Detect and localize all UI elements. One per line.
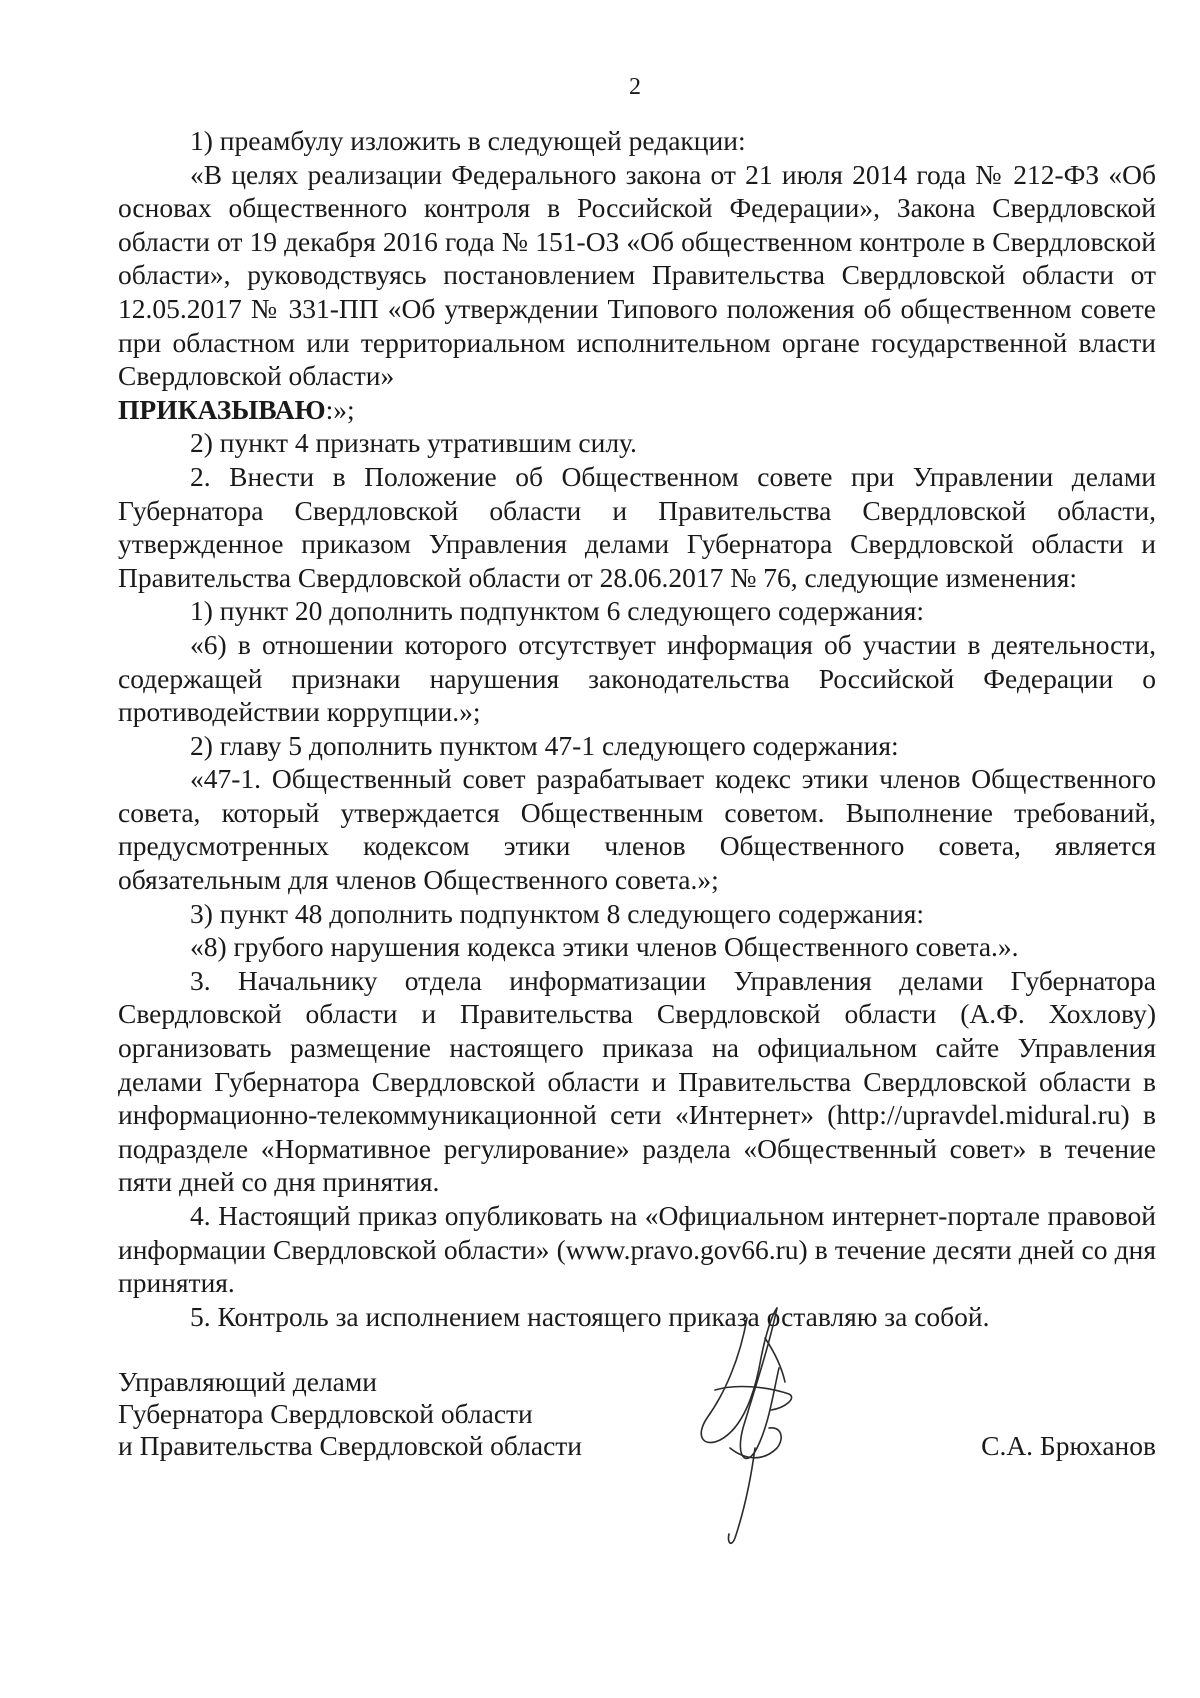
paragraph: 2. Внести в Положение об Общественном совете при Управлении делами Губернатора Свердловской области и Правительства Свердловской области, утвержденное приказом Управления делами Губернатора Свердловской области и Правительства Свердловской области от 28.06.2017 № 76, следующие изменения: <box>118 460 1156 593</box>
paragraph: 4. Настоящий приказ опубликовать на «Официальном интернет-портале правовой информации Свердловской области» (www.pravo.gov66.ru) в течение десяти дней со дня принятия. <box>118 1200 1156 1299</box>
signature-block <box>118 1366 1156 1462</box>
signatory-title-line: и Правительства Свердловской области <box>118 1430 583 1461</box>
paragraph: «47-1. Общественный совет разрабатывает кодекс этики членов Общественного совета, который утверждается Общественным советом. Выполнение требований, предусмотренных кодексом этики членов Общественного совета, является обязательным для членов Общественного совета.»; <box>118 763 1156 896</box>
document-body <box>118 124 1156 1333</box>
order-keyword: ПРИКАЗЫВАЮ <box>118 393 326 425</box>
paragraph: 1) преамбулу изложить в следующей редакции: <box>190 125 746 156</box>
paragraph: 5. Контроль за исполнением настоящего приказа оставляю за собой. <box>190 1300 990 1332</box>
paragraph: 3. Начальнику отдела информатизации Управления делами Губернатора Свердловской области и Правительства Свердловской области (А.Ф. Хохлову) организовать размещение настоящего приказа на официальном сайте Управления делами Губернатора Свердловской области и Правительства Свердловской области в информационно-телекоммуникационной сети «Интернет» (http://upravdel.midural.ru) в подразделе «Нормативное регулирование» раздела «Общественный совет» в течение пяти дней со дня принятия. <box>118 964 1156 1198</box>
paragraph: 2) пункт 4 признать утратившим силу. <box>190 427 637 459</box>
paragraph: «8) грубого нарушения кодекса этики членов Общественного совета.». <box>190 931 1019 963</box>
signatory-title-line: Управляющий делами <box>118 1366 377 1397</box>
page-number: 2 <box>629 74 641 100</box>
paragraph: 1) пункт 20 дополнить подпунктом 6 следующего содержания: <box>190 595 925 627</box>
paragraph <box>118 393 1156 427</box>
signatory-title-line: Губернатора Свердловской области <box>118 1398 533 1429</box>
order-keyword-tail: :»; <box>325 393 355 425</box>
signatory-name: С.А. Брюханов <box>981 1430 1156 1461</box>
paragraph: «В целях реализации Федерального закона от 21 июля 2014 года № 212-ФЗ «Об основах общественного контроля в Российской Федерации», Закона Свердловской области от 19 декабря 2016 года № 151-ОЗ «Об общественном контроле в Свердловской области», руководствуясь постановлением Правительства Свердловской области от 12.05.2017 № 331-ПП «Об утверждении Типового положения об общественном совете при областном или территориальном исполнительном органе государственной власти Свердловской области» <box>118 158 1156 392</box>
paragraph: «6) в отношении которого отсутствует информация об участии в деятельности, содержащей признаки нарушения законодательства Российской Федерации о противодействии коррупции.»; <box>118 628 1156 728</box>
paragraph: 2) главу 5 дополнить пунктом 47-1 следующего содержания: <box>190 729 899 761</box>
paragraph: 3) пункт 48 дополнить подпунктом 8 следующего содержания: <box>190 897 925 929</box>
